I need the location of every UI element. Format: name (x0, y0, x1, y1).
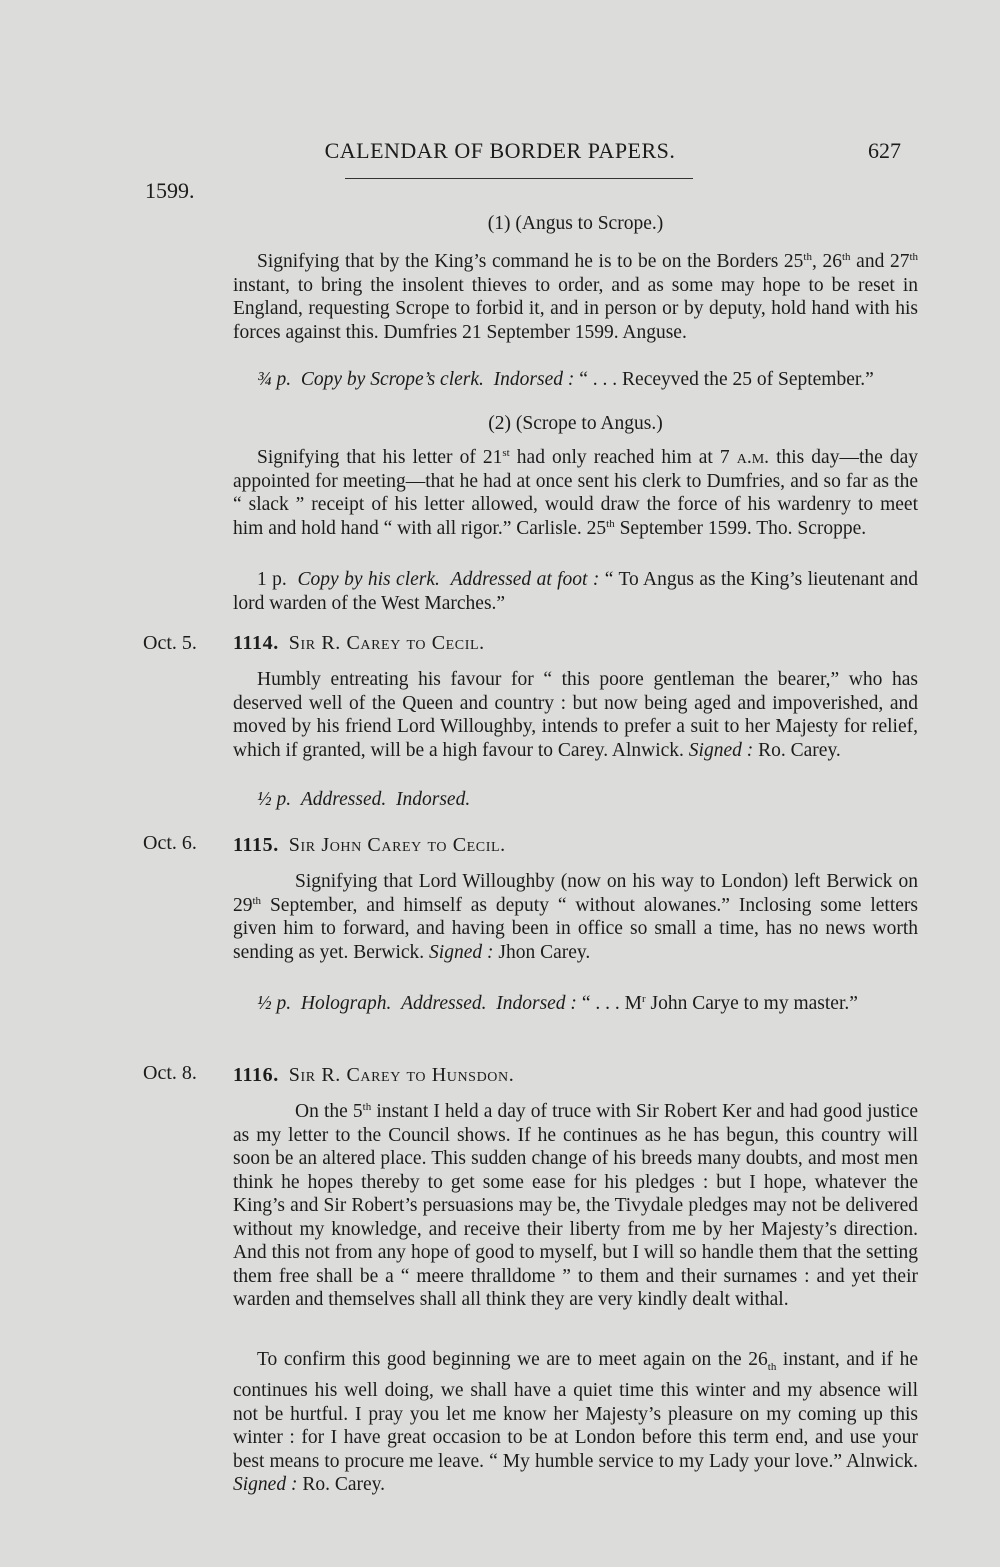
entry-heading (233, 632, 485, 655)
entry-number: 1115. (233, 834, 279, 856)
entry-date: Oct. 8. (143, 1062, 197, 1084)
entry-date: Oct. 6. (143, 832, 197, 854)
enclosure-1-note: ¾ p. Copy by Scrope’s clerk. Indorsed : “ . . . Receyved the 25 of September.” (257, 369, 874, 390)
entry-paragraph: Signifying that Lord Willoughby (now on his way to London) left Berwick on 29th September, and himself as deputy “ without alowanes.” Inclosing some letters given him to forward, and having been in office so small a time, has no news worth sending as yet. Berwick. Signed : Jhon Carey. (233, 871, 918, 963)
entry-title: Sir John Carey to Cecil. (288, 834, 506, 856)
year-marker: 1599. (145, 178, 195, 203)
enclosure-2-heading: (2) (Scrope to Angus.) (488, 413, 663, 434)
entry-heading (233, 834, 506, 857)
page-number: 627 (868, 138, 901, 163)
running-title: CALENDAR OF BORDER PAPERS. (324, 138, 676, 163)
entry-title: Sir R. Carey to Hunsdon. (288, 1064, 515, 1086)
entry-note: ½ p. Holograph. Addressed. Indorsed : “ . . . $M^r$ John Carye to my master.” (257, 993, 858, 1014)
enclosure-1-text: Signifying that by the King’s command he is to be on the Borders 25th, 26th and 27th instant, to bring the insolent thieves to order, and as some may hope to be reset in England, requesting Scrope to forbid it, and in person or by deputy, hold hand with his forces against this. Dumfries 21 September 1599. Anguse. (233, 251, 919, 343)
header-rule (345, 178, 693, 179)
entry-title: Sir R. Carey to Cecil. (288, 632, 485, 654)
entry-number: 1116. (233, 1064, 279, 1086)
entry-paragraph: On the 5th instant I held a day of truce with Sir Robert Ker and had good justice as my letter to the Council shows. If he continues as he has begun, this country will soon be an altered place. This sudden change of his breeds many doubts, and most men think he hopes thereby to get some ease for his pledges : but I hope, whatever the King’s and Sir Robert’s persuasions may be, the Tivydale pledges may not be delivered without my knowledge, and receive their liberty from me by her Majesty’s direction. And this not from any hope of good to myself, but I will so handle them that the setting them free shall be a “ meere thralldome ” to them and their surnames : and yet their warden and themselves shall all think they are very kindly dealt withal. (233, 1101, 918, 1310)
entry-date: Oct. 5. (143, 632, 197, 654)
enclosure-2-note: 1 p. Copy by his clerk. Addressed at foot : “ To Angus as the King’s lieutenant and lord warden of the West Marches.” (233, 569, 919, 614)
enclosure-1-heading: (1) (Angus to Scrope.) (487, 213, 664, 234)
enclosure-2-text: Signifying that his letter of 21st had only reached him at 7 a.m. this day—the day appointed for meeting—that he had at once sent his clerk to Dumfries, and so far as the “ slack ” receipt of his letter allowed, would draw the force of his wardenry to meet him and hold hand “ with all rigor.” Carlisle. 25th September 1599. Tho. Scroppe. (233, 447, 918, 539)
entry-paragraph: Humbly entreating his favour for “ this poore gentleman the bearer,” who has deserved well of the Queen and country : but now being aged and impoverished, and moved by his friend Lord Willoughby, intends to prefer a suit to her Majesty for relief, which if granted, will be a high favour to Carey. Alnwick. Signed : Ro. Carey. (233, 669, 918, 761)
entry-number: 1114. (233, 632, 279, 654)
entry-heading (233, 1064, 514, 1087)
entry-paragraph: To confirm this good beginning we are to meet again on the $26_{th}$ instant, and if he continues his well doing, we shall have a quiet time this winter and my absence will not be hurtful. I pray you let me know her Majesty’s pleasure on my coming up this winter : for I have great occasion to be at London before this term end, and use your best means to procure me leave. “ My humble service to my Lady your love.” Alnwick. Signed : Ro. Carey. (233, 1349, 918, 1496)
entry-note: ½ p. Addressed. Indorsed. (257, 789, 471, 810)
